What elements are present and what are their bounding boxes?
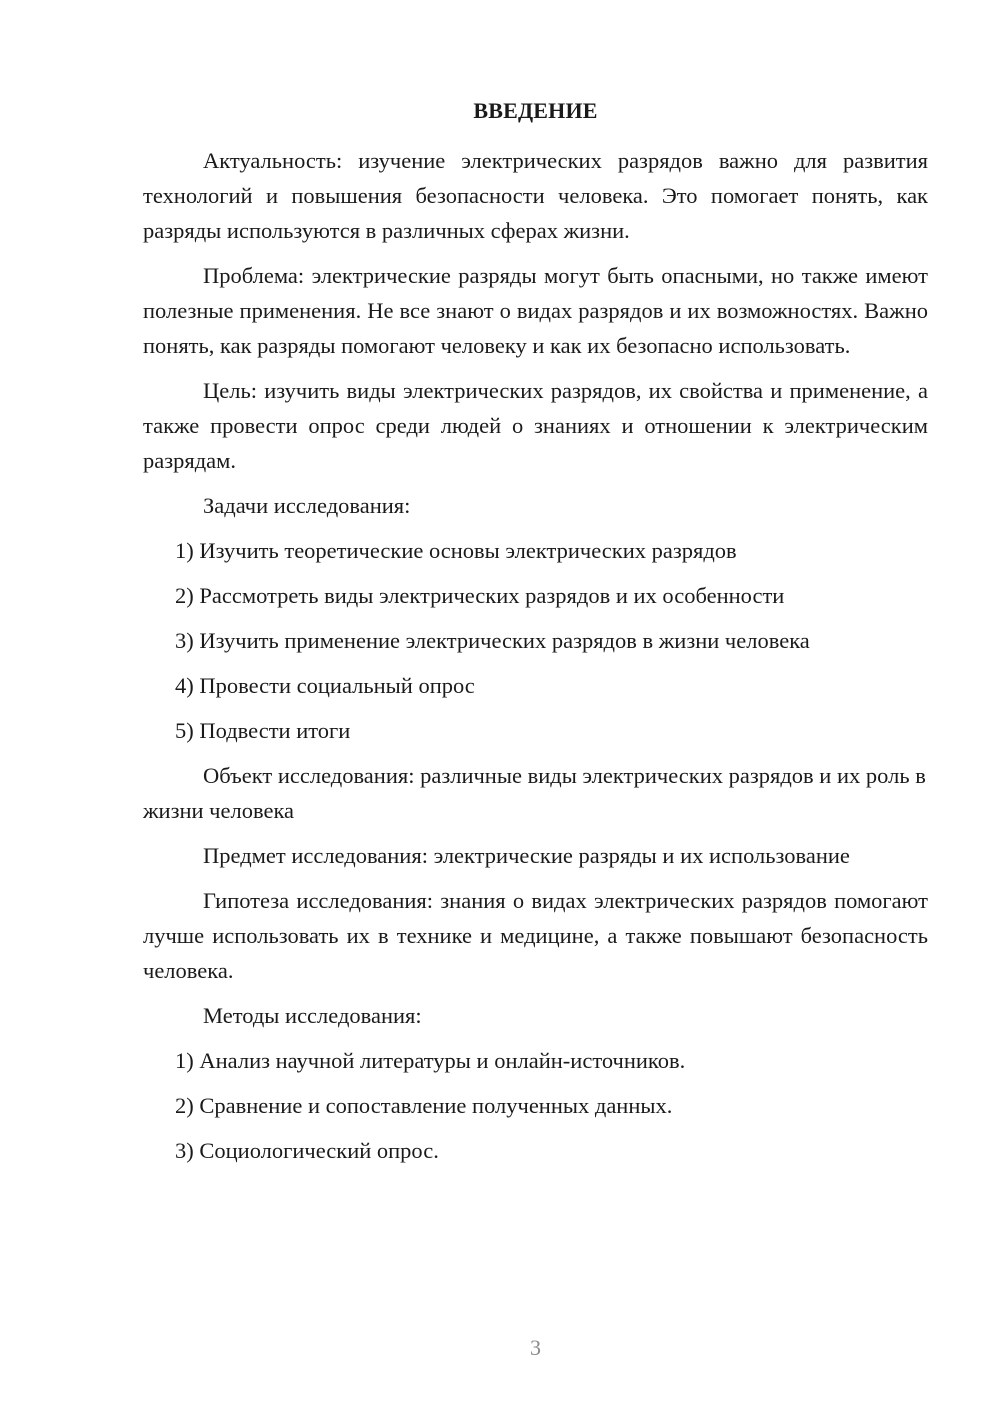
tasks-heading: Задачи исследования:: [203, 493, 411, 518]
method-item: 2) Сравнение и сопоставление полученных данных.: [175, 1093, 673, 1118]
task-item: 3) Изучить применение электрических разрядов в жизни человека: [175, 628, 810, 653]
methods-heading: Методы исследования:: [203, 1003, 422, 1028]
methods-list: [143, 1043, 928, 1168]
paragraph-problem: Проблема: электрические разряды могут быть опасными, но также имеют полезные применения. Не все знают о видах разрядов и их возможностях. Важно понять, как разряды помогают человеку и как их безопасно использовать.: [143, 263, 928, 358]
paragraph-relevance: Актуальность: изучение электрических разрядов важно для развития технологий и повышения безопасности человека. Это помогает понять, как разряды используются в различных сферах жизни.: [143, 148, 928, 243]
method-item: 3) Социологический опрос.: [175, 1138, 439, 1163]
document-page: [143, 0, 928, 1414]
task-item: 2) Рассмотреть виды электрических разрядов и их особенности: [175, 583, 785, 608]
paragraph-subject: Предмет исследования: электрические разряды и их использование: [203, 843, 850, 868]
task-item: 5) Подвести итоги: [175, 718, 351, 743]
task-item: 1) Изучить теоретические основы электрических разрядов: [175, 538, 737, 563]
paragraph-hypothesis: Гипотеза исследования: знания о видах электрических разрядов помогают лучше использовать их в технике и медицине, а также повышают безопасность человека.: [143, 888, 928, 983]
paragraph-object: Объект исследования: различные виды электрических разрядов и их роль в жизни человека: [143, 763, 926, 823]
paragraph-goal: Цель: изучить виды электрических разрядов, их свойства и применение, а также провести опрос среди людей о знаниях и отношении к электрическим разрядам.: [143, 378, 928, 473]
method-item: 1) Анализ научной литературы и онлайн-источников.: [175, 1048, 686, 1073]
page-title: ВВЕДЕНИЕ: [473, 98, 598, 123]
tasks-list: [143, 533, 928, 748]
task-item: 4) Провести социальный опрос: [175, 673, 475, 698]
document-body: [143, 143, 928, 1178]
page-number: 3: [530, 1335, 541, 1360]
